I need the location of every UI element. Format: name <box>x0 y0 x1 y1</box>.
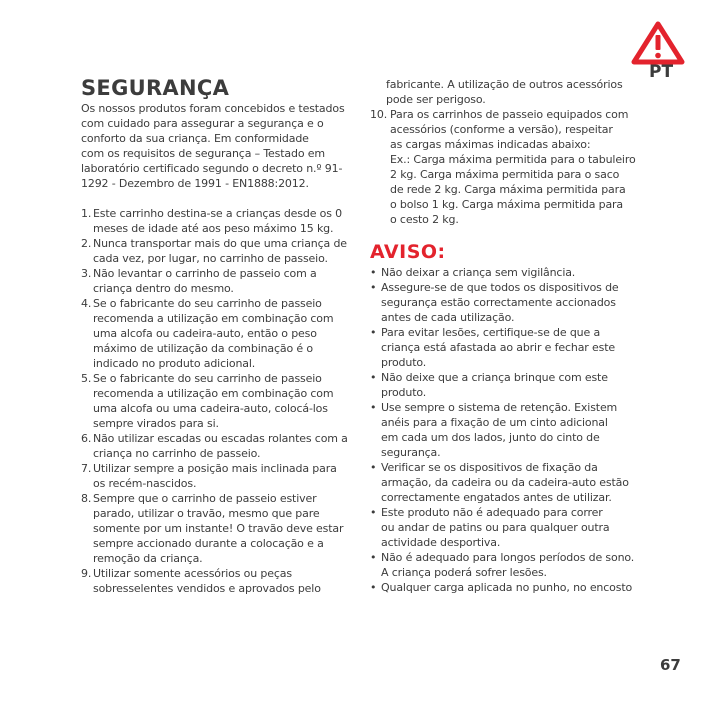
warning-list <box>370 265 645 595</box>
intro-paragraph <box>81 101 351 191</box>
intro-line: com os requisitos de segurança – Testado em <box>81 147 325 160</box>
item-number: 7. <box>81 462 92 475</box>
intro-line: laboratório certificado segundo o decreto n.º 91- <box>81 162 343 175</box>
intro-line: Os nossos produtos foram concebidos e testados <box>81 102 345 115</box>
bullet: • <box>370 461 377 474</box>
list-item: • Qualquer carga aplicada no punho, no encosto <box>370 581 633 594</box>
page-number: 67 <box>660 656 681 674</box>
bullet: • <box>370 371 377 384</box>
list-item: • Este produto não é adequado para correr ou andar de patins ou para qualquer outra actividade desportiva. <box>370 506 610 549</box>
warning-title: AVISO: <box>370 241 446 263</box>
list-item: 10. Para os carrinhos de passeio equipados com acessórios (conforme a versão), respeitar as cargas máximas indicadas abaixo: Ex.: Carga máxima permitida para o tabuleiro 2 kg. Carga máxima permitida para o saco de rede 2 kg. Carga máxima permitida para o bolso 1 kg. Carga máxima permitida para o cesto 2 kg. <box>370 108 636 226</box>
bullet: • <box>370 551 377 564</box>
warning-section <box>370 241 645 595</box>
list-item: • Não deixar a criança sem vigilância. <box>370 266 576 279</box>
list-item: • Para evitar lesões, certifique-se de que a criança está afastada ao abrir e fechar este produto. <box>370 326 615 369</box>
bullet: • <box>370 506 377 519</box>
list-item: 1. Este carrinho destina-se a crianças desde os 0 meses de idade até aos peso máximo 15 kg. <box>81 207 343 235</box>
continuation-text: fabricante. A utilização de outros acessórios pode ser perigoso. <box>386 78 623 106</box>
list-item: 7. Utilizar sempre a posição mais inclinada para os recém-nascidos. <box>81 462 337 490</box>
item-number: 3. <box>81 267 92 280</box>
list-item: • Não deixe que a criança brinque com este produto. <box>370 371 608 399</box>
intro-line: 1292 - Dezembro de 1991 - EN1888:2012. <box>81 177 309 190</box>
safety-list <box>81 206 351 596</box>
item-number: 6. <box>81 432 92 445</box>
right-column <box>370 77 645 595</box>
item-number: 2. <box>81 237 92 250</box>
item-number: 10. <box>370 108 388 121</box>
item-number: 8. <box>81 492 92 505</box>
item-number: 1. <box>81 207 92 220</box>
list-item: • Não é adequado para longos períodos de sono. A criança poderá sofrer lesões. <box>370 551 635 579</box>
safety-list-continued <box>370 107 645 227</box>
list-item: 6. Não utilizar escadas ou escadas rolantes com a criança no carrinho de passeio. <box>81 432 348 460</box>
list-item: 8. Sempre que o carrinho de passeio estiver parado, utilizar o travão, mesmo que pare somente por um instante! O travão deve estar sempre accionado durante a colocação e a remoção da criança. <box>81 492 344 565</box>
list-item: • Verificar se os dispositivos de fixação da armação, da cadeira ou da cadeira-auto estão correctamente engatados antes de utilizar. <box>370 461 629 504</box>
list-item: • Assegure-se de que todos os dispositivos de segurança estão correctamente accionados antes de cada utilização. <box>370 281 619 324</box>
bullet: • <box>370 401 377 414</box>
safety-title: SEGURANÇA <box>81 76 230 100</box>
list-item: 5. Se o fabricante do seu carrinho de passeio recomenda a utilização em combinação com uma alcofa ou uma cadeira-auto, colocá-los sempre virados para si. <box>81 372 334 430</box>
list-item: 9. Utilizar somente acessórios ou peças sobresselentes vendidos e aprovados pelo <box>81 567 321 595</box>
bullet: • <box>370 281 377 294</box>
language-code: PT <box>649 62 674 82</box>
intro-line: conforto da sua criança. Em conformidade <box>81 132 309 145</box>
list-item: 2. Nunca transportar mais do que uma criança de cada vez, por lugar, no carrinho de passeio. <box>81 237 347 265</box>
intro-line: com cuidado para assegurar a segurança e o <box>81 117 324 130</box>
item-number: 5. <box>81 372 92 385</box>
item-number: 4. <box>81 297 92 310</box>
list-item: 4. Se o fabricante do seu carrinho de passeio recomenda a utilização em combinação com uma alcofa ou cadeira-auto, então o peso máximo de utilização da combinação é o indicado no produto adicional. <box>81 297 334 370</box>
item-number: 9. <box>81 567 92 580</box>
bullet: • <box>370 326 377 339</box>
left-column <box>81 76 351 596</box>
bullet: • <box>370 581 377 594</box>
list-item: 3. Não levantar o carrinho de passeio com a criança dentro do mesmo. <box>81 267 317 295</box>
bullet: • <box>370 266 377 279</box>
list-item: • Use sempre o sistema de retenção. Existem anéis para a fixação de um cinto adicional em cada um dos lados, junto do cinto de segurança. <box>370 401 618 459</box>
